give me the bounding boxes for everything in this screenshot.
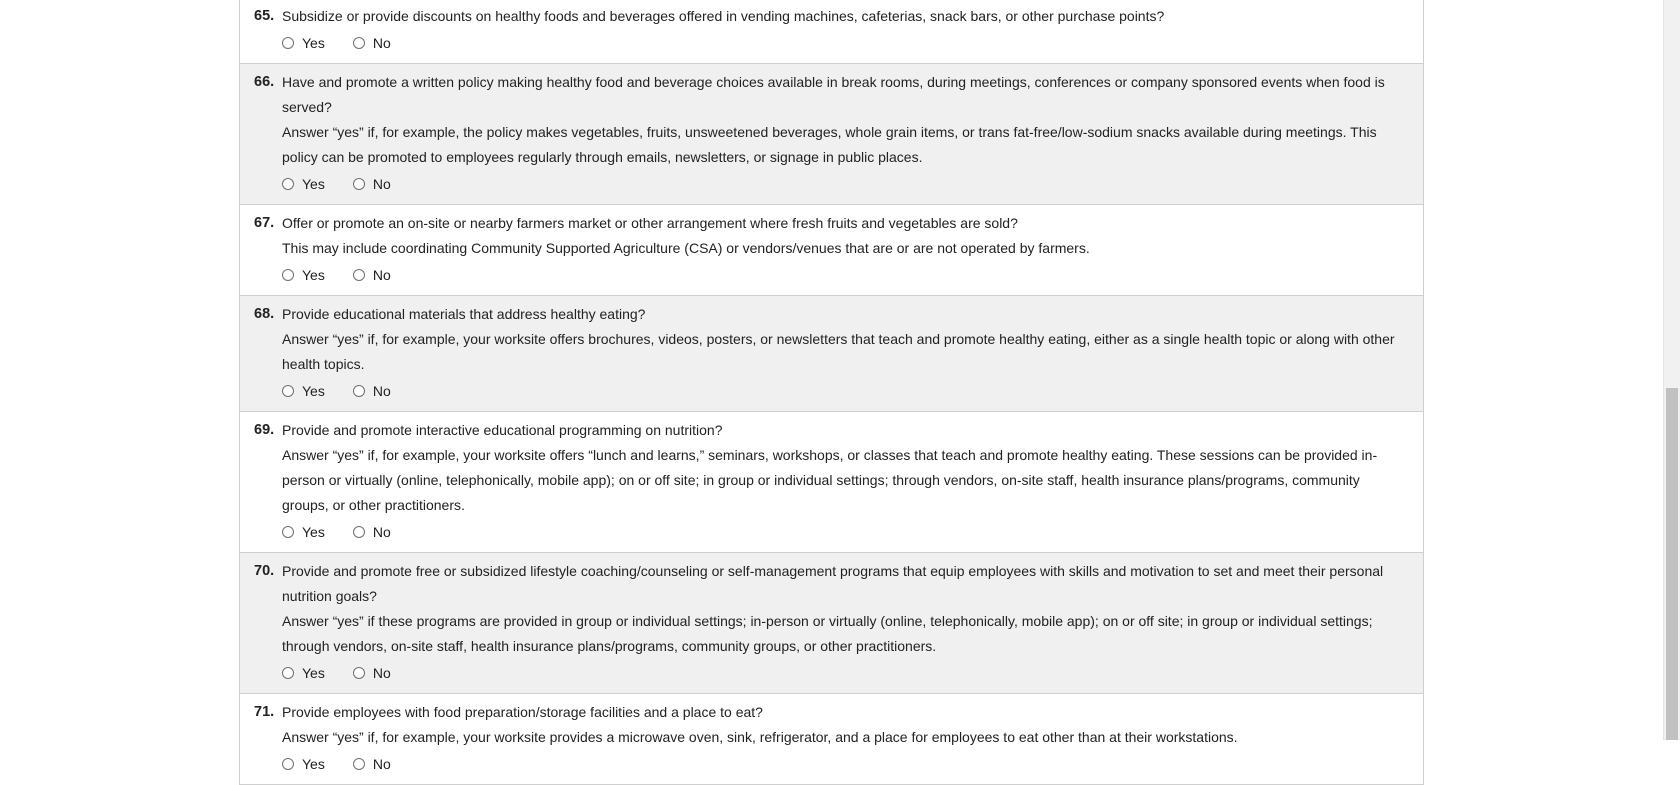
question-help-text: Answer “yes” if, for example, your worksite offers brochures, videos, posters, or newsletters that teach and promote healthy eating, either as a single health topic or along with other health topics. <box>282 331 1395 372</box>
question-text: Subsidize or provide discounts on healthy foods and beverages offered in vending machines, cafeterias, snack bars, or other purchase points? <box>282 8 1165 24</box>
question-67 <box>240 205 1423 296</box>
question-70 <box>240 553 1423 694</box>
yes-option[interactable] <box>282 267 325 283</box>
question-text: Offer or promote an on-site or nearby farmers market or other arrangement where fresh fruits and vegetables are sold? <box>282 215 1018 231</box>
no-radio[interactable] <box>353 758 365 770</box>
scrollbar-thumb[interactable] <box>1666 388 1678 740</box>
answer-options <box>282 750 1407 778</box>
question-help-text: Answer “yes” if, for example, the policy makes vegetables, fruits, unsweetened beverages, whole grain items, or trans fat-free/low-sodium snacks available during meetings. This policy can be promoted to employees regularly through emails, newsletters, or signage in public places. <box>282 124 1377 165</box>
question-69 <box>240 412 1423 553</box>
question-number: 71. <box>254 704 275 720</box>
no-option[interactable] <box>353 665 391 681</box>
answer-options <box>282 29 1407 57</box>
yes-radio[interactable] <box>282 178 294 190</box>
no-label: No <box>372 524 391 540</box>
no-radio[interactable] <box>353 526 365 538</box>
no-option[interactable] <box>353 35 391 51</box>
yes-radio[interactable] <box>282 758 294 770</box>
question-text: Provide educational materials that address healthy eating? <box>282 306 646 322</box>
no-label: No <box>372 35 391 51</box>
yes-label: Yes <box>302 35 325 51</box>
no-label: No <box>372 176 391 192</box>
question-number: 68. <box>254 306 275 322</box>
yes-label: Yes <box>302 383 325 399</box>
no-option[interactable] <box>353 524 391 540</box>
yes-option[interactable] <box>282 35 325 51</box>
answer-options <box>282 170 1407 198</box>
yes-radio[interactable] <box>282 37 294 49</box>
yes-option[interactable] <box>282 665 325 681</box>
no-label: No <box>372 383 391 399</box>
question-68 <box>240 296 1423 412</box>
no-label: No <box>372 665 391 681</box>
no-radio[interactable] <box>353 37 365 49</box>
yes-label: Yes <box>302 524 325 540</box>
no-option[interactable] <box>353 267 391 283</box>
question-number: 70. <box>254 563 275 579</box>
no-radio[interactable] <box>353 667 365 679</box>
survey-question-list <box>239 0 1424 785</box>
question-number: 69. <box>254 422 275 438</box>
question-text: Provide and promote interactive educational programming on nutrition? <box>282 422 723 438</box>
question-text: Provide and promote free or subsidized lifestyle coaching/counseling or self-management programs that equip employees with skills and motivation to set and meet their personal nutrition goals? <box>282 563 1384 604</box>
question-71 <box>240 694 1423 785</box>
answer-options <box>282 659 1407 687</box>
question-number: 66. <box>254 74 275 90</box>
no-option[interactable] <box>353 383 391 399</box>
yes-label: Yes <box>302 665 325 681</box>
yes-radio[interactable] <box>282 526 294 538</box>
question-help-text: This may include coordinating Community Supported Agriculture (CSA) or vendors/venues that are or are not operated by farmers. <box>282 240 1090 256</box>
vertical-scrollbar[interactable] <box>1663 0 1680 740</box>
yes-option[interactable] <box>282 383 325 399</box>
question-65 <box>240 0 1423 64</box>
yes-label: Yes <box>302 176 325 192</box>
question-help-text: Answer “yes” if these programs are provided in group or individual settings; in-person or virtually (online, telephonically, mobile app); on or off site; in group or individual settings; through vendors, on-site staff, health insurance plans/programs, community groups, or other practitioners. <box>282 613 1373 654</box>
no-radio[interactable] <box>353 269 365 281</box>
yes-label: Yes <box>302 267 325 283</box>
question-help-text: Answer “yes” if, for example, your worksite provides a microwave oven, sink, refrigerator, and a place for employees to eat other than at their workstations. <box>282 729 1238 745</box>
no-label: No <box>372 267 391 283</box>
yes-option[interactable] <box>282 176 325 192</box>
question-text: Provide employees with food preparation/storage facilities and a place to eat? <box>282 704 763 720</box>
yes-option[interactable] <box>282 524 325 540</box>
answer-options <box>282 261 1407 289</box>
yes-option[interactable] <box>282 756 325 772</box>
question-number: 67. <box>254 215 275 231</box>
question-number: 65. <box>254 8 275 24</box>
yes-radio[interactable] <box>282 667 294 679</box>
answer-options <box>282 377 1407 405</box>
answer-options <box>282 518 1407 546</box>
no-radio[interactable] <box>353 385 365 397</box>
no-option[interactable] <box>353 756 391 772</box>
yes-label: Yes <box>302 756 325 772</box>
no-option[interactable] <box>353 176 391 192</box>
question-66 <box>240 64 1423 205</box>
yes-radio[interactable] <box>282 269 294 281</box>
no-label: No <box>372 756 391 772</box>
question-help-text: Answer “yes” if, for example, your worksite offers “lunch and learns,” seminars, workshops, or classes that teach and promote healthy eating. These sessions can be provided in-person or virtually (online, telephonically, mobile app); on or off site; in group or individual settings; through vendors, on-site staff, health insurance plans/programs, community groups, or other practitioners. <box>282 447 1378 513</box>
question-text: Have and promote a written policy making healthy food and beverage choices available in break rooms, during meetings, conferences or company sponsored events when food is served? <box>282 74 1385 115</box>
yes-radio[interactable] <box>282 385 294 397</box>
no-radio[interactable] <box>353 178 365 190</box>
